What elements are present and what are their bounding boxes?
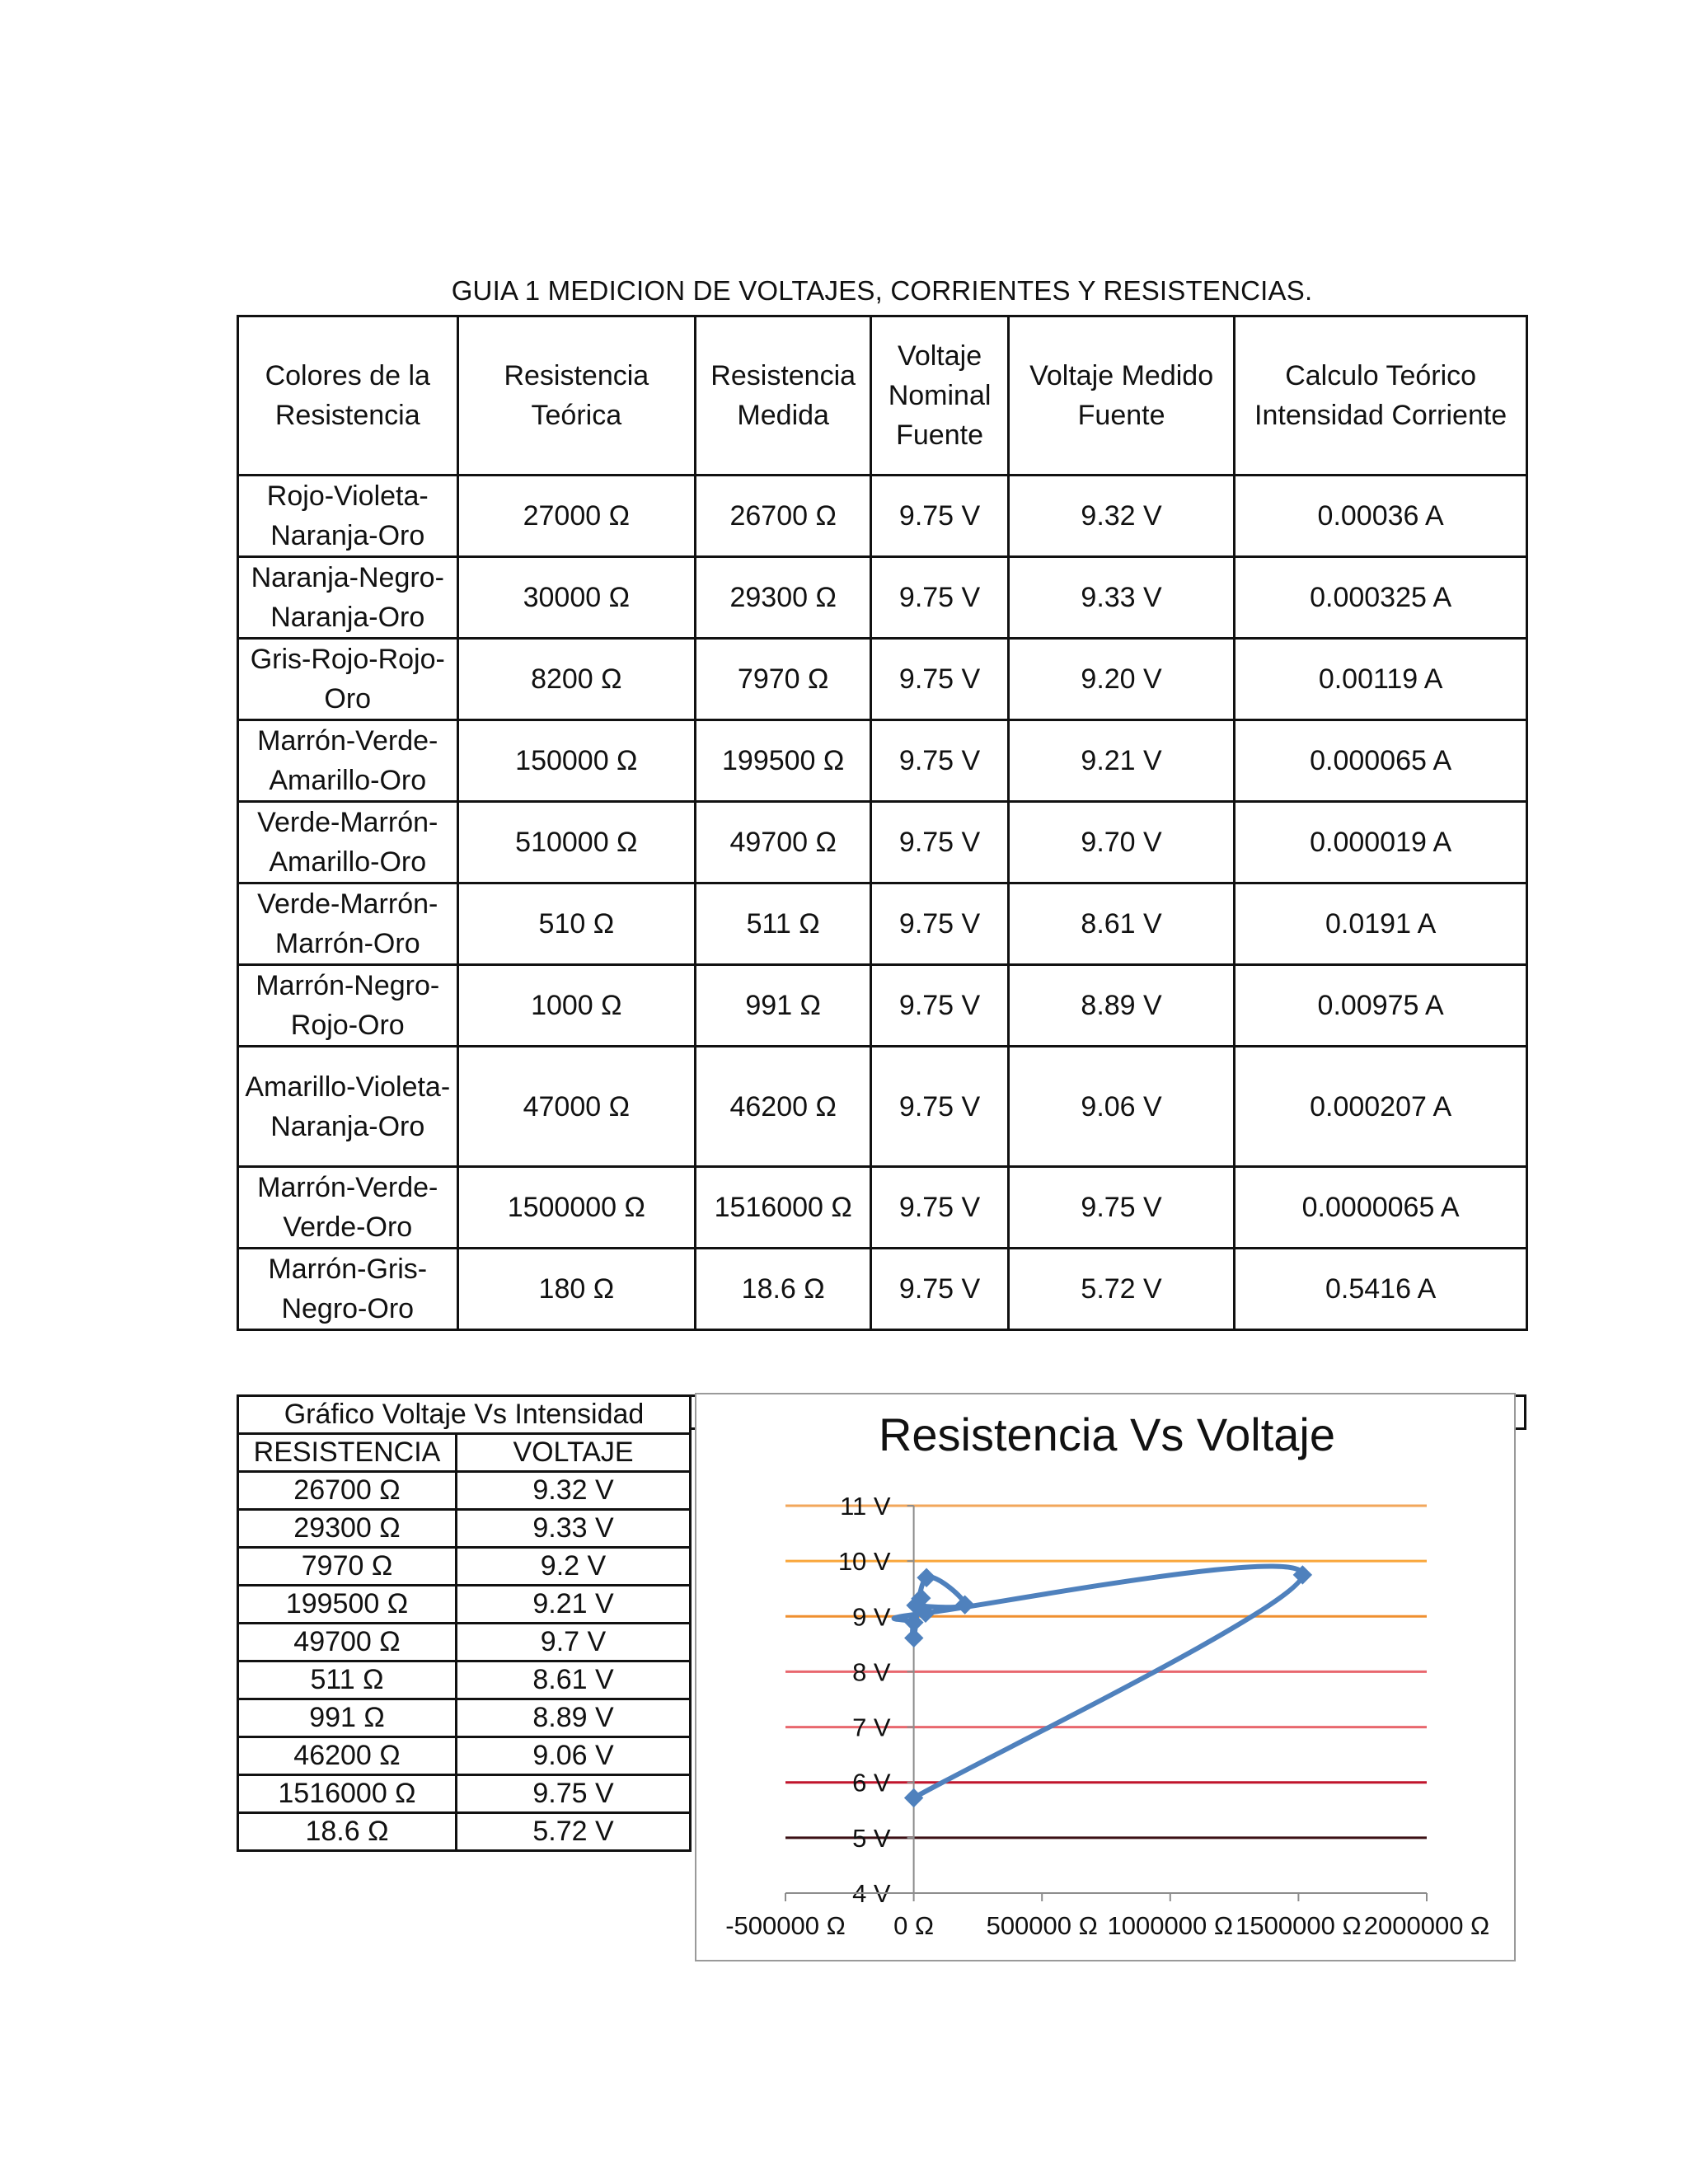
summary-cell-resistencia: 991 Ω	[238, 1699, 457, 1737]
cell-teorica: 150000 Ω	[457, 720, 696, 802]
cell-nominal: 9.75 V	[871, 1167, 1009, 1249]
summary-cell-resistencia: 49700 Ω	[238, 1624, 457, 1661]
summary-cell-resistencia: 18.6 Ω	[238, 1813, 457, 1851]
cell-medida: 29300 Ω	[696, 557, 871, 639]
summary-cell-resistencia: 29300 Ω	[238, 1510, 457, 1548]
table-row	[238, 639, 1527, 720]
header-resistencia-medida	[696, 316, 871, 476]
table-row	[238, 1624, 691, 1661]
summary-cell-voltaje: 5.72 V	[457, 1813, 691, 1851]
cell-line: Naranja-Negro-	[251, 562, 444, 593]
header-line: Voltaje	[898, 340, 982, 372]
cell-line: Naranja-Oro	[270, 1110, 425, 1142]
summary-table	[237, 1394, 692, 1852]
cell-corriente: 0.000325 A	[1235, 557, 1527, 639]
summary-cell-voltaje: 9.32 V	[457, 1472, 691, 1510]
table-row	[238, 1510, 691, 1548]
cell-line: Negro-Oro	[281, 1293, 415, 1324]
summary-cell-voltaje: 9.7 V	[457, 1624, 691, 1661]
cell-corriente: 0.000019 A	[1235, 802, 1527, 883]
y-tick-label: 10 V	[837, 1547, 891, 1577]
header-voltaje-nominal	[871, 316, 1009, 476]
summary-cell-voltaje: 9.06 V	[457, 1737, 691, 1775]
x-tick-label: 2000000 Ω	[1363, 1911, 1490, 1940]
header-line: Voltaje Medido	[1029, 360, 1214, 391]
summary-cell-resistencia: 7970 Ω	[238, 1548, 457, 1586]
summary-cell-voltaje: 9.75 V	[457, 1775, 691, 1813]
cell-corriente: 0.00036 A	[1235, 476, 1527, 557]
cell-line: Naranja-Oro	[270, 520, 425, 551]
cell-teorica: 30000 Ω	[457, 557, 696, 639]
table-row	[238, 1047, 1527, 1167]
cell-colores	[238, 1249, 458, 1330]
cell-colores	[238, 476, 458, 557]
cell-teorica: 1000 Ω	[457, 965, 696, 1047]
cell-teorica: 510 Ω	[457, 883, 696, 965]
table-row	[238, 802, 1527, 883]
cell-medido: 9.32 V	[1008, 476, 1234, 557]
cell-medida: 18.6 Ω	[696, 1249, 871, 1330]
table-row	[238, 1661, 691, 1699]
cell-corriente: 0.000207 A	[1235, 1047, 1527, 1167]
cell-corriente: 0.00119 A	[1235, 639, 1527, 720]
header-line: Teórica	[531, 400, 622, 431]
cell-line: Gris-Rojo-Rojo-	[250, 644, 445, 675]
cell-medido: 8.89 V	[1008, 965, 1234, 1047]
y-tick-label: 6 V	[852, 1768, 891, 1797]
summary-cell-voltaje: 9.21 V	[457, 1586, 691, 1624]
summary-cell-voltaje: 9.2 V	[457, 1548, 691, 1586]
y-tick-label: 5 V	[852, 1823, 891, 1853]
x-tick-label: 1000000 Ω	[1107, 1911, 1234, 1940]
table-row	[238, 965, 1527, 1047]
summary-cell-voltaje: 8.61 V	[457, 1661, 691, 1699]
header-line: Fuente	[1077, 400, 1165, 431]
x-tick-label: 1500000 Ω	[1236, 1911, 1362, 1940]
cell-corriente: 0.0000065 A	[1235, 1167, 1527, 1249]
cell-medido: 9.20 V	[1008, 639, 1234, 720]
cell-corriente: 0.000065 A	[1235, 720, 1527, 802]
cell-nominal: 9.75 V	[871, 720, 1009, 802]
cell-line: Verde-Marrón-	[257, 807, 438, 838]
y-tick-label: 9 V	[852, 1602, 891, 1632]
cell-nominal: 9.75 V	[871, 965, 1009, 1047]
table-row	[238, 1548, 691, 1586]
header-voltaje-medido	[1008, 316, 1234, 476]
cell-teorica: 1500000 Ω	[457, 1167, 696, 1249]
cell-medida: 1516000 Ω	[696, 1167, 871, 1249]
cell-colores	[238, 965, 458, 1047]
cell-line: Marrón-Verde-	[257, 1172, 438, 1203]
table-row	[238, 883, 1527, 965]
cell-medida: 199500 Ω	[696, 720, 871, 802]
cell-nominal: 9.75 V	[871, 639, 1009, 720]
measurements-table	[237, 315, 1528, 1331]
cell-nominal: 9.75 V	[871, 1249, 1009, 1330]
summary-header-row	[238, 1434, 691, 1472]
table-row	[238, 1775, 691, 1813]
cell-line: Marrón-Verde-	[257, 725, 438, 757]
cell-corriente: 0.5416 A	[1235, 1249, 1527, 1330]
cell-nominal: 9.75 V	[871, 1047, 1009, 1167]
cell-colores	[238, 1167, 458, 1249]
cell-colores	[238, 639, 458, 720]
summary-cell-voltaje: 9.33 V	[457, 1510, 691, 1548]
table-row	[238, 1586, 691, 1624]
cell-teorica: 510000 Ω	[457, 802, 696, 883]
cell-medida: 7970 Ω	[696, 639, 871, 720]
cell-colores	[238, 802, 458, 883]
y-tick-label: 8 V	[852, 1657, 891, 1687]
header-line: Resistencia	[274, 400, 420, 431]
cell-medido: 9.75 V	[1008, 1167, 1234, 1249]
header-line: Nominal	[888, 380, 992, 411]
header-colores	[238, 316, 458, 476]
summary-cell-voltaje: 8.89 V	[457, 1699, 691, 1737]
table-row	[238, 557, 1527, 639]
summary-cell-resistencia: 199500 Ω	[238, 1586, 457, 1624]
cell-medida: 46200 Ω	[696, 1047, 871, 1167]
cell-medido: 9.33 V	[1008, 557, 1234, 639]
chart-title: Resistencia Vs Voltaje	[878, 1408, 1336, 1460]
cell-medida: 26700 Ω	[696, 476, 871, 557]
table-row	[238, 720, 1527, 802]
cell-medida: 991 Ω	[696, 965, 871, 1047]
cell-colores	[238, 720, 458, 802]
table-row	[238, 1472, 691, 1510]
data-series	[894, 1566, 1312, 1807]
header-line: Medida	[737, 400, 829, 431]
y-tick-label: 7 V	[852, 1713, 891, 1742]
summary-cell-resistencia: 1516000 Ω	[238, 1775, 457, 1813]
x-tick-label: -500000 Ω	[725, 1911, 846, 1940]
table-row	[238, 1249, 1527, 1330]
summary-header-voltaje: VOLTAJE	[457, 1434, 691, 1472]
table-row	[238, 476, 1527, 557]
cell-line: Verde-Marrón-	[257, 888, 438, 920]
header-resistencia-teorica	[457, 316, 696, 476]
header-line: Resistencia	[710, 360, 856, 391]
cell-medido: 9.21 V	[1008, 720, 1234, 802]
table-row	[238, 1699, 691, 1737]
cell-medida: 511 Ω	[696, 883, 871, 965]
y-tick-label: 11 V	[840, 1492, 891, 1521]
series-line	[894, 1566, 1303, 1797]
table-row	[238, 1167, 1527, 1249]
cell-colores	[238, 557, 458, 639]
document-title: GUIA 1 MEDICION DE VOLTAJES, CORRIENTES Y RESISTENCIAS.	[451, 275, 1313, 306]
header-calculo-corriente	[1235, 316, 1527, 476]
summary-cell-resistencia: 511 Ω	[238, 1661, 457, 1699]
cell-medido: 9.06 V	[1008, 1047, 1234, 1167]
cell-line: Rojo-Oro	[290, 1010, 405, 1041]
cell-line: Oro	[324, 683, 372, 715]
cell-line: Marrón-Negro-	[256, 970, 440, 1001]
cell-medida: 49700 Ω	[696, 802, 871, 883]
x-tick-label: 0 Ω	[893, 1911, 935, 1940]
table-row	[238, 1813, 691, 1851]
summary-cell-resistencia: 46200 Ω	[238, 1737, 457, 1775]
cell-teorica: 180 Ω	[457, 1249, 696, 1330]
cell-line: Marrón-Oro	[274, 928, 420, 959]
cell-medido: 9.70 V	[1008, 802, 1234, 883]
cell-nominal: 9.75 V	[871, 557, 1009, 639]
cell-medido: 5.72 V	[1008, 1249, 1234, 1330]
y-tick-label: 4 V	[852, 1879, 891, 1908]
cell-nominal: 9.75 V	[871, 883, 1009, 965]
header-line: Intensidad Corriente	[1254, 400, 1507, 431]
cell-corriente: 0.0191 A	[1235, 883, 1527, 965]
cell-corriente: 0.00975 A	[1235, 965, 1527, 1047]
header-line: Colores de la	[265, 360, 430, 391]
cell-nominal: 9.75 V	[871, 476, 1009, 557]
chart-container	[695, 1393, 1516, 1961]
cell-teorica: 27000 Ω	[457, 476, 696, 557]
summary-caption-row	[238, 1396, 691, 1434]
cell-line: Amarillo-Oro	[269, 765, 427, 796]
cell-teorica: 8200 Ω	[457, 639, 696, 720]
cell-line: Amarillo-Oro	[269, 846, 427, 878]
summary-header-resistencia: RESISTENCIA	[238, 1434, 457, 1472]
summary-cell-resistencia: 26700 Ω	[238, 1472, 457, 1510]
cell-line: Verde-Oro	[283, 1212, 413, 1243]
header-line: Fuente	[896, 419, 983, 451]
table-row	[238, 1737, 691, 1775]
cell-nominal: 9.75 V	[871, 802, 1009, 883]
cell-colores	[238, 1047, 458, 1167]
cell-medido: 8.61 V	[1008, 883, 1234, 965]
cell-line: Rojo-Violeta-	[266, 480, 429, 512]
cell-line: Marrón-Gris-	[268, 1254, 428, 1285]
x-tick-label: 500000 Ω	[986, 1911, 1098, 1940]
cell-teorica: 47000 Ω	[457, 1047, 696, 1167]
header-line: Calculo Teórico	[1285, 360, 1477, 391]
summary-caption: Gráfico Voltaje Vs Intensidad	[238, 1396, 691, 1434]
cell-colores	[238, 883, 458, 965]
scatter-chart	[696, 1394, 1517, 1963]
cell-line: Naranja-Oro	[270, 602, 425, 633]
header-line: Resistencia	[504, 360, 649, 391]
header-row	[238, 316, 1527, 476]
cell-line: Amarillo-Violeta-	[245, 1071, 451, 1103]
